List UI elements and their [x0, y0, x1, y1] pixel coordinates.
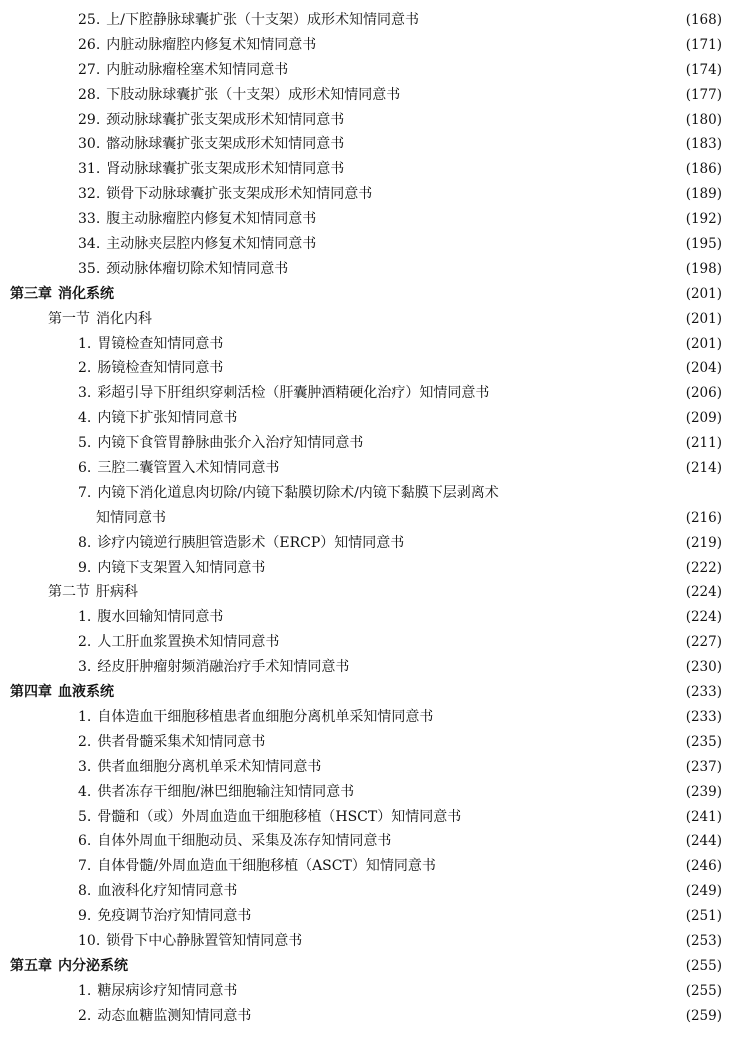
toc-page-number: (244): [678, 829, 722, 854]
toc-entry-text: [78, 780, 358, 805]
table-of-contents: [0, 8, 730, 1029]
toc-page-number: (195): [678, 232, 722, 257]
toc-entry-title: 骨髓和（或）外周血造血干细胞移植（HSCT）知情同意书: [97, 808, 462, 825]
toc-entry-number: 1.: [78, 708, 92, 725]
toc-entry-title: 肝病科: [96, 584, 138, 601]
toc-entry: [0, 904, 730, 929]
toc-entry-title: 髂动脉球囊扩张支架成形术知情同意书: [106, 136, 345, 153]
toc-chapter: [0, 680, 730, 705]
toc-entry: [0, 655, 730, 680]
toc-entry-text: [78, 755, 325, 780]
toc-entry-text: [78, 157, 348, 182]
toc-entry-title: 内镜下消化道息肉切除/内镜下黏膜切除术/内镜下黏膜下层剥离术: [97, 484, 499, 501]
toc-entry: [0, 805, 730, 830]
toc-entry: [0, 381, 730, 406]
toc-entry: [0, 132, 730, 157]
toc-entry-title: 内镜下食管胃静脉曲张介入治疗知情同意书: [97, 435, 364, 452]
toc-page-number: (233): [678, 705, 722, 730]
toc-entry-text: [78, 630, 283, 655]
toc-entry: [0, 157, 730, 182]
toc-entry-text: [78, 406, 241, 431]
toc-entry-number: 6.: [78, 833, 92, 850]
toc-entry-number: 2.: [78, 360, 92, 377]
toc-entry-title: 主动脉夹层腔内修复术知情同意书: [106, 236, 317, 253]
toc-entry-title: 肾动脉球囊扩张支架成形术知情同意书: [106, 161, 345, 178]
toc-page-number: (227): [678, 630, 722, 655]
toc-entry: [0, 979, 730, 1004]
toc-entry-title: 三腔二囊管置入术知情同意书: [97, 460, 280, 477]
toc-entry-title: 内分泌系统: [58, 957, 128, 974]
toc-entry-title: 知情同意书: [96, 509, 166, 526]
toc-entry-text: [78, 33, 320, 58]
toc-entry-text: [78, 1004, 255, 1029]
toc-chapter: [0, 954, 730, 979]
toc-entry-text: [10, 954, 132, 979]
toc-entry-text: [78, 605, 227, 630]
toc-entry-number: 第三章: [10, 285, 52, 302]
toc-entry: [0, 730, 730, 755]
toc-entry-text: [78, 132, 348, 157]
toc-entry-title: 供者冻存干细胞/淋巴细胞输注知情同意书: [97, 783, 355, 800]
toc-page-number: (233): [678, 680, 722, 705]
toc-entry-text: [78, 332, 227, 357]
toc-entry-number: 4.: [78, 410, 92, 427]
toc-entry: [0, 431, 730, 456]
toc-page-number: (239): [678, 780, 722, 805]
toc-page-number: (224): [678, 580, 722, 605]
toc-entry: [0, 356, 730, 381]
toc-entry-number: 33.: [78, 211, 101, 228]
toc-entry-text: [78, 232, 320, 257]
toc-entry-text: [78, 481, 503, 506]
toc-page-number: (180): [678, 108, 722, 133]
toc-entry-text: [78, 356, 227, 381]
toc-entry-title: 诊疗内镜逆行胰胆管造影术（ERCP）知情同意书: [97, 534, 405, 551]
toc-page-number: (222): [678, 556, 722, 581]
toc-page-number: (251): [678, 904, 722, 929]
toc-entry-number: 28.: [78, 86, 101, 103]
toc-page-number: (177): [678, 83, 722, 108]
toc-entry-title: 内镜下支架置入知情同意书: [97, 559, 266, 576]
toc-entry-number: 26.: [78, 36, 101, 53]
toc-entry-text: [78, 929, 306, 954]
toc-entry-number: 10.: [78, 932, 101, 949]
toc-entry-text: [78, 556, 269, 581]
toc-entry-number: 25.: [78, 12, 101, 28]
toc-page-number: (255): [678, 979, 722, 1004]
toc-entry-number: 5.: [78, 435, 92, 452]
toc-page-number: (241): [678, 805, 722, 830]
toc-entry-number: 8.: [78, 534, 92, 551]
toc-entry-title: 糖尿病诊疗知情同意书: [97, 982, 238, 999]
toc-entry-title: 颈动脉球囊扩张支架成形术知情同意书: [106, 111, 345, 128]
toc-entry-text: [48, 580, 142, 605]
toc-entry: [0, 929, 730, 954]
toc-page-number: (186): [678, 157, 722, 182]
toc-entry-title: 自体外周血干细胞动员、采集及冻存知情同意书: [97, 833, 392, 850]
toc-entry: [0, 83, 730, 108]
toc-entry-text: [96, 506, 170, 531]
toc-entry: [0, 207, 730, 232]
toc-entry-title: 锁骨下动脉球囊扩张支架成形术知情同意书: [106, 186, 373, 203]
toc-entry-number: 31.: [78, 161, 101, 178]
toc-entry-title: 血液科化疗知情同意书: [97, 883, 238, 900]
toc-page-number: (201): [678, 282, 722, 307]
toc-entry-title: 肠镜检查知情同意书: [97, 360, 224, 377]
toc-entry: [0, 879, 730, 904]
toc-entry-text: [78, 257, 292, 282]
toc-entry-title: 血液系统: [58, 684, 114, 701]
toc-entry-number: 3.: [78, 385, 92, 402]
toc-entry: [0, 108, 730, 133]
toc-entry-title: 消化内科: [96, 310, 152, 327]
toc-entry-text: [78, 207, 320, 232]
toc-entry-text: [78, 381, 493, 406]
toc-entry-title: 免疫调节治疗知情同意书: [97, 908, 252, 925]
toc-entry-text: [78, 456, 283, 481]
toc-entry: [0, 630, 730, 655]
toc-entry-number: 3.: [78, 659, 92, 676]
toc-entry-title: 内镜下扩张知情同意书: [97, 410, 238, 427]
toc-page-number: (216): [678, 506, 722, 531]
toc-entry-text: [78, 8, 423, 33]
toc-page-number: (206): [678, 381, 722, 406]
toc-entry: [0, 257, 730, 282]
toc-entry-text: [78, 879, 241, 904]
toc-entry-number: 2.: [78, 733, 92, 750]
toc-entry-number: 32.: [78, 186, 101, 203]
toc-entry-title: 上/下腔静脉球囊扩张（十支架）成形术知情同意书: [106, 12, 419, 28]
toc-entry-title: 胃镜检查知情同意书: [97, 335, 224, 352]
toc-entry-text: [10, 282, 118, 307]
toc-entry-number: 8.: [78, 883, 92, 900]
toc-entry-title: 彩超引导下肝组织穿刺活检（肝囊肿酒精硬化治疗）知情同意书: [97, 385, 490, 402]
toc-entry-title: 腹水回输知情同意书: [97, 609, 224, 626]
toc-section: [0, 307, 730, 332]
toc-page-number: (253): [678, 929, 722, 954]
toc-entry-number: 27.: [78, 61, 101, 78]
toc-page-number: (192): [678, 207, 722, 232]
toc-entry-text: [78, 904, 255, 929]
toc-entry-title: 内脏动脉瘤腔内修复术知情同意书: [106, 36, 317, 53]
toc-page-number: (230): [678, 655, 722, 680]
toc-entry: [0, 8, 730, 33]
toc-entry-number: 第四章: [10, 684, 52, 701]
toc-entry: [0, 705, 730, 730]
toc-page-number: (201): [678, 307, 722, 332]
toc-entry: [0, 406, 730, 431]
toc-entry: [0, 33, 730, 58]
toc-entry-text: [78, 829, 395, 854]
toc-entry-title: 人工肝血浆置换术知情同意书: [97, 634, 280, 651]
toc-entry-number: 2.: [78, 634, 92, 651]
toc-page-number: (198): [678, 257, 722, 282]
toc-entry-text: [48, 307, 156, 332]
toc-entry-text: [10, 680, 118, 705]
toc-entry-title: 自体骨髓/外周血造血干细胞移植（ASCT）知情同意书: [97, 858, 436, 875]
toc-entry-number: 35.: [78, 260, 101, 277]
toc-entry: [0, 1004, 730, 1029]
toc-entry: [0, 531, 730, 556]
toc-entry-text: [78, 531, 408, 556]
toc-entry-number: 2.: [78, 1007, 92, 1024]
toc-page-number: (214): [678, 456, 722, 481]
toc-entry: [0, 456, 730, 481]
toc-page-number: (204): [678, 356, 722, 381]
toc-entry-number: 9.: [78, 908, 92, 925]
toc-section: [0, 580, 730, 605]
toc-entry-title: 自体造血干细胞移植患者血细胞分离机单采知情同意书: [97, 708, 434, 725]
toc-page-number: (249): [678, 879, 722, 904]
toc-entry: [0, 755, 730, 780]
toc-entry-text: [78, 705, 437, 730]
toc-entry-title: 动态血糖监测知情同意书: [97, 1007, 252, 1024]
toc-page-number: (237): [678, 755, 722, 780]
toc-page-number: (224): [678, 605, 722, 630]
toc-page-number: (174): [678, 58, 722, 83]
toc-entry: [0, 481, 730, 506]
toc-entry-text: [78, 108, 348, 133]
toc-entry-text: [78, 730, 269, 755]
toc-entry-number: 5.: [78, 808, 92, 825]
toc-page-number: (183): [678, 132, 722, 157]
toc-entry-text: [78, 83, 404, 108]
toc-page-number: (259): [678, 1004, 722, 1029]
toc-entry-number: 6.: [78, 460, 92, 477]
toc-entry-title: 供者骨髓采集术知情同意书: [97, 733, 266, 750]
toc-entry-title: 下肢动脉球囊扩张（十支架）成形术知情同意书: [106, 86, 401, 103]
toc-entry-number: 30.: [78, 136, 101, 153]
toc-entry-number: 第一节: [48, 310, 90, 327]
toc-page-number: (209): [678, 406, 722, 431]
toc-entry-text: [78, 979, 241, 1004]
toc-entry-number: 9.: [78, 559, 92, 576]
toc-page-number: (189): [678, 182, 722, 207]
toc-entry: [0, 232, 730, 257]
toc-entry-number: 1.: [78, 335, 92, 352]
toc-entry-number: 1.: [78, 609, 92, 626]
toc-page-number: (219): [678, 531, 722, 556]
toc-page-number: (171): [678, 33, 722, 58]
toc-entry: [0, 332, 730, 357]
toc-entry: [0, 506, 730, 531]
toc-entry-title: 腹主动脉瘤腔内修复术知情同意书: [106, 211, 317, 228]
toc-entry-number: 29.: [78, 111, 101, 128]
toc-page-number: (168): [678, 8, 722, 33]
toc-entry: [0, 182, 730, 207]
toc-entry-number: 7.: [78, 484, 92, 501]
toc-entry-title: 内脏动脉瘤栓塞术知情同意书: [106, 61, 289, 78]
toc-entry-text: [78, 431, 367, 456]
toc-entry-number: 1.: [78, 982, 92, 999]
toc-chapter: [0, 282, 730, 307]
toc-page-number: (255): [678, 954, 722, 979]
toc-entry-title: 供者血细胞分离机单采术知情同意书: [97, 758, 322, 775]
toc-page-number: (246): [678, 854, 722, 879]
toc-entry-number: 4.: [78, 783, 92, 800]
toc-entry-text: [78, 182, 376, 207]
toc-entry-number: 3.: [78, 758, 92, 775]
toc-entry-number: 第五章: [10, 957, 52, 974]
toc-entry-title: 消化系统: [58, 285, 114, 302]
toc-entry-text: [78, 655, 353, 680]
toc-entry-text: [78, 58, 292, 83]
toc-entry: [0, 854, 730, 879]
toc-entry-number: 7.: [78, 858, 92, 875]
toc-entry-text: [78, 854, 440, 879]
toc-entry: [0, 780, 730, 805]
toc-entry-title: 颈动脉体瘤切除术知情同意书: [106, 260, 289, 277]
toc-entry-text: [78, 805, 465, 830]
toc-page-number: (211): [678, 431, 722, 456]
toc-page-number: (201): [678, 332, 722, 357]
toc-entry: [0, 605, 730, 630]
toc-entry: [0, 829, 730, 854]
toc-page-number: (235): [678, 730, 722, 755]
toc-entry-number: 34.: [78, 236, 101, 253]
toc-entry-title: 经皮肝肿瘤射频消融治疗手术知情同意书: [97, 659, 350, 676]
toc-entry: [0, 58, 730, 83]
toc-entry: [0, 556, 730, 581]
toc-entry-number: 第二节: [48, 584, 90, 601]
toc-entry-title: 锁骨下中心静脉置管知情同意书: [106, 932, 303, 949]
